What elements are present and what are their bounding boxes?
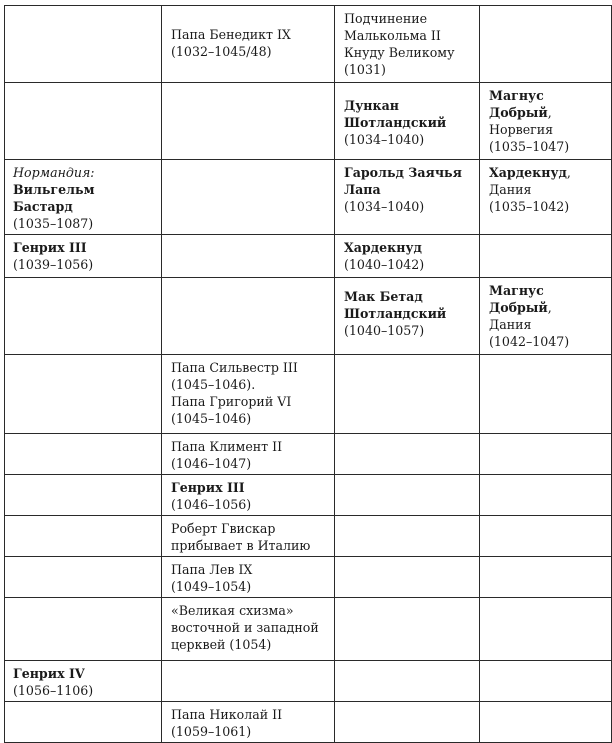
cell-line: (1032–1045/48) [171,44,272,59]
table-cell [162,661,335,702]
table-cell [162,6,335,83]
table-row [5,434,612,475]
country-name: Дания [489,182,532,197]
reign-dates: (1034–1040) [344,199,425,214]
cell-line [489,164,606,181]
cell-line: Папа Григорий VI [171,394,292,409]
table-cell [162,434,335,475]
cell-line: Кнуду Великому [344,45,455,60]
cell-line: Папа Сильвестр III [171,360,298,375]
cell-line: Папа Лев IX [171,562,253,577]
reign-dates: (1039–1056) [13,257,94,272]
table-cell [480,661,612,702]
table-cell [480,160,612,235]
cell-line: Малькольма II [344,28,441,43]
table-row [5,598,612,661]
cell-line: (1046–1047) [171,456,252,471]
table-row [5,475,612,516]
table-cell [162,516,335,557]
cell-line: Папа Николай II [171,707,283,722]
table-cell [335,475,480,516]
table-cell [335,235,480,278]
table-cell [480,434,612,475]
country-name: Норвегия [489,122,554,137]
table-cell [480,355,612,434]
table-cell [162,557,335,598]
table-row [5,557,612,598]
reign-dates: (1040–1042) [344,257,425,272]
table-row [5,661,612,702]
table-cell [5,235,162,278]
reign-dates: (1040–1057) [344,323,425,338]
table-cell [335,598,480,661]
table-cell [5,6,162,83]
table-row [5,702,612,743]
cell-line [489,104,606,121]
table-cell [335,434,480,475]
table-cell [5,83,162,160]
cell-line: восточной и западной [171,620,319,635]
table-row [5,235,612,278]
table-cell [480,83,612,160]
ruler-name: Шотландский [344,306,447,321]
table-cell [5,278,162,355]
table-cell [335,516,480,557]
reign-dates: (1034–1040) [344,132,425,147]
ruler-name: Генрих III [171,480,245,495]
cell-line: Роберт Гвискар [171,521,276,536]
cell-line: (1045–1046). [171,377,256,392]
table-cell [5,160,162,235]
table-cell [162,475,335,516]
table-cell [5,557,162,598]
table-cell [480,475,612,516]
table-cell [5,661,162,702]
table-row [5,160,612,235]
comma: , [547,300,552,315]
table-cell [335,355,480,434]
table-cell [5,516,162,557]
table-row [5,6,612,83]
chronology-table [4,5,612,743]
table-cell [335,702,480,743]
ruler-name: Мак Бетад [344,289,423,304]
table-row [5,83,612,160]
ruler-name: Гарольд Заячья [344,165,462,180]
region-label: Нормандия: [13,165,95,180]
table-cell [5,355,162,434]
table-cell [335,557,480,598]
reign-dates: (1042–1047) [489,334,570,349]
table-cell [335,83,480,160]
country-name: Дания [489,317,532,332]
table-row [5,516,612,557]
table-cell [335,278,480,355]
table-cell [5,475,162,516]
table-cell [480,702,612,743]
ruler-name: Генрих IV [13,666,85,681]
table-cell [480,516,612,557]
ruler-name: Добрый [489,105,548,120]
reign-dates: (1035–1047) [489,139,570,154]
table-row [5,355,612,434]
cell-line: Подчинение [344,11,428,26]
ruler-name: Хардекнуд [344,240,422,255]
table-cell [480,598,612,661]
table-cell [335,160,480,235]
table-cell [480,235,612,278]
cell-line: (1059–1061) [171,724,252,739]
table-cell [335,661,480,702]
cell-line: Папа Бенедикт IX [171,27,291,42]
cell-line: церквей (1054) [171,637,272,652]
ruler-name: Генрих III [13,240,87,255]
table-cell [480,278,612,355]
ruler-name: Добрый [489,300,548,315]
reign-dates: (1046–1056) [171,497,252,512]
cell-line: (1031) [344,62,386,77]
table-cell [5,598,162,661]
ruler-name: Лапа [344,182,381,197]
ruler-name: Дункан [344,98,399,113]
table-cell [162,160,335,235]
table-row [5,278,612,355]
table-cell [480,557,612,598]
table-cell [335,6,480,83]
comma: , [547,105,552,120]
ruler-name: Магнус [489,88,544,103]
table-cell [162,278,335,355]
table-cell [162,355,335,434]
cell-line: «Великая схизма» [171,603,294,618]
ruler-name: Магнус [489,283,544,298]
table-cell [162,83,335,160]
ruler-name: Хардекнуд [489,165,567,180]
table-cell [5,702,162,743]
table-cell [5,434,162,475]
reign-dates: (1035–1087) [13,216,94,231]
ruler-name: Шотландский [344,115,447,130]
table-cell [162,598,335,661]
reign-dates: (1035–1042) [489,199,570,214]
cell-line: прибывает в Италию [171,538,311,553]
table-cell [480,6,612,83]
cell-line: (1049–1054) [171,579,252,594]
table-cell [162,702,335,743]
cell-line: Папа Климент II [171,439,283,454]
cell-line: (1045–1046) [171,411,252,426]
table-cell [162,235,335,278]
ruler-name: Вильгельм Бастард [13,182,95,214]
cell-line [489,299,606,316]
comma: , [566,165,571,180]
reign-dates: (1056–1106) [13,683,94,698]
